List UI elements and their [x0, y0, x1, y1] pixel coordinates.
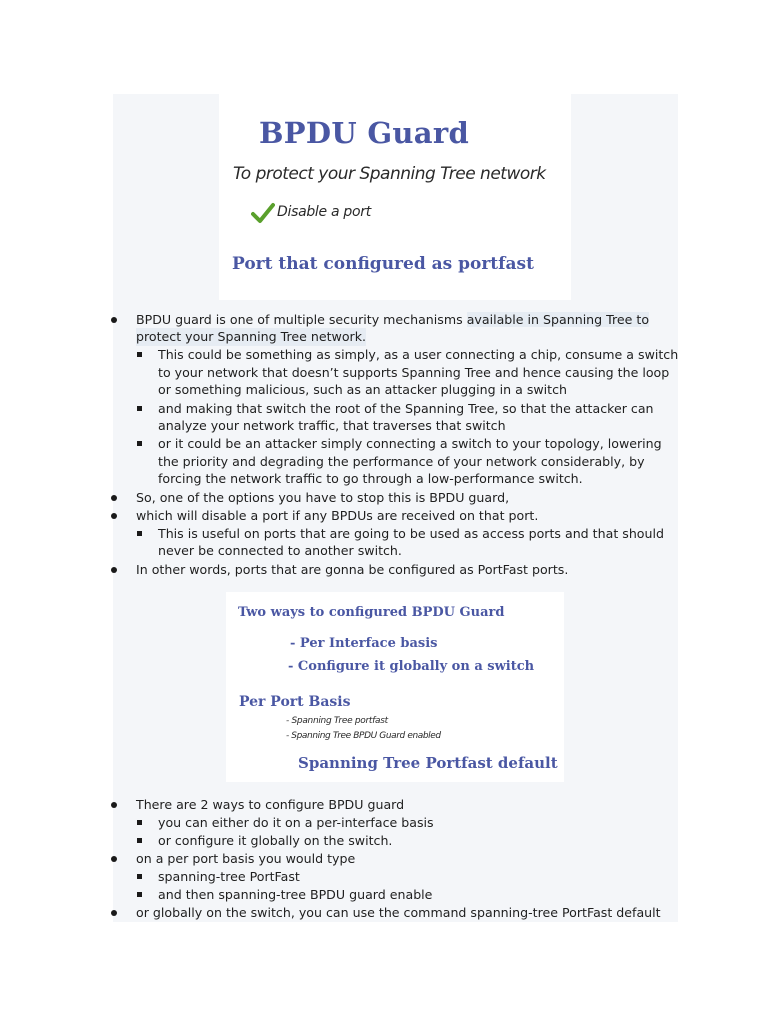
sub-bullet	[137, 531, 142, 536]
list-item-continued: protect your Spanning Tree network.	[136, 329, 367, 344]
figure2-global-command: Spanning Tree Portfast default	[298, 754, 558, 772]
figure2-handwritten-portfast: - Spanning Tree portfast	[286, 716, 388, 726]
sub-list-item-continued: never be connected to another switch.	[158, 543, 402, 558]
sub-list-item: and making that switch the root of the Spanning Tree, so that the attacker can	[158, 401, 654, 416]
bullet	[111, 856, 117, 862]
checkmark-icon	[251, 201, 275, 225]
bullet	[111, 802, 117, 808]
sub-list-item-continued: to your network that doesn’t supports Spanning Tree and hence causing the loop	[158, 365, 670, 380]
sub-bullet	[137, 820, 142, 825]
list-item: which will disable a port if any BPDUs are received on that port.	[136, 508, 539, 523]
sub-list-item-continued: the priority and degrading the performance of your network considerably, by	[158, 454, 645, 469]
sub-bullet	[137, 406, 142, 411]
list-item: There are 2 ways to configure BPDU guard	[136, 797, 405, 812]
sub-list-item: and then spanning-tree BPDU guard enable	[158, 887, 433, 902]
sub-list-item: spanning-tree PortFast	[158, 869, 300, 884]
list-item: on a per port basis you would type	[136, 851, 356, 866]
sub-bullet	[137, 441, 142, 446]
bullet	[111, 567, 117, 573]
sub-list-item: or configure it globally on the switch.	[158, 833, 393, 848]
bullet	[111, 317, 117, 323]
figure2-option-interface: - Per Interface basis	[290, 636, 438, 651]
list-item: So, one of the options you have to stop this is BPDU guard,	[136, 490, 510, 505]
sub-bullet	[137, 352, 142, 357]
sub-bullet	[137, 838, 142, 843]
bpdu-config-figure	[226, 592, 564, 782]
figure2-per-port-heading: Per Port Basis	[239, 694, 351, 710]
figure2-option-global: - Configure it globally on a switch	[288, 659, 535, 674]
figure-check-item: Disable a port	[277, 204, 371, 220]
bullet	[111, 495, 117, 501]
bullet	[111, 513, 117, 519]
sub-list-item: This could be something as simply, as a user connecting a chip, consume a switch	[158, 347, 679, 362]
sub-list-item-continued: analyze your network traffic, that traverses that switch	[158, 418, 506, 433]
list-item: or globally on the switch, you can use the command spanning-tree PortFast default	[136, 905, 661, 920]
figure2-handwritten-bpdu-guard: - Spanning Tree BPDU Guard enabled	[286, 731, 441, 741]
figure-subtitle: To protect your Spanning Tree network	[233, 164, 546, 184]
figure-title: BPDU Guard	[259, 116, 470, 150]
list-item-text: BPDU guard is one of multiple security mechanisms	[136, 312, 467, 327]
highlighted-text: available in Spanning Tree to	[466, 312, 650, 327]
list-item: In other words, ports that are gonna be configured as PortFast ports.	[136, 562, 569, 577]
bpdu-guard-figure	[219, 94, 571, 300]
figure-bottom-caption: Port that configured as portfast	[232, 254, 534, 274]
figure2-heading: Two ways to configured BPDU Guard	[238, 605, 505, 620]
sub-list-item: you can either do it on a per-interface basis	[158, 815, 434, 830]
sub-bullet	[137, 874, 142, 879]
sub-list-item-continued: forcing the network traffic to go through a low-performance switch.	[158, 471, 583, 486]
list-item	[136, 311, 649, 329]
sub-list-item: This is useful on ports that are going to be used as access ports and that should	[158, 526, 664, 541]
sub-list-item: or it could be an attacker simply connecting a switch to your topology, lowering	[158, 436, 662, 451]
sub-list-item-continued: or something malicious, such as an attacker plugging in a switch	[158, 382, 568, 397]
bullet	[111, 910, 117, 916]
sub-bullet	[137, 892, 142, 897]
